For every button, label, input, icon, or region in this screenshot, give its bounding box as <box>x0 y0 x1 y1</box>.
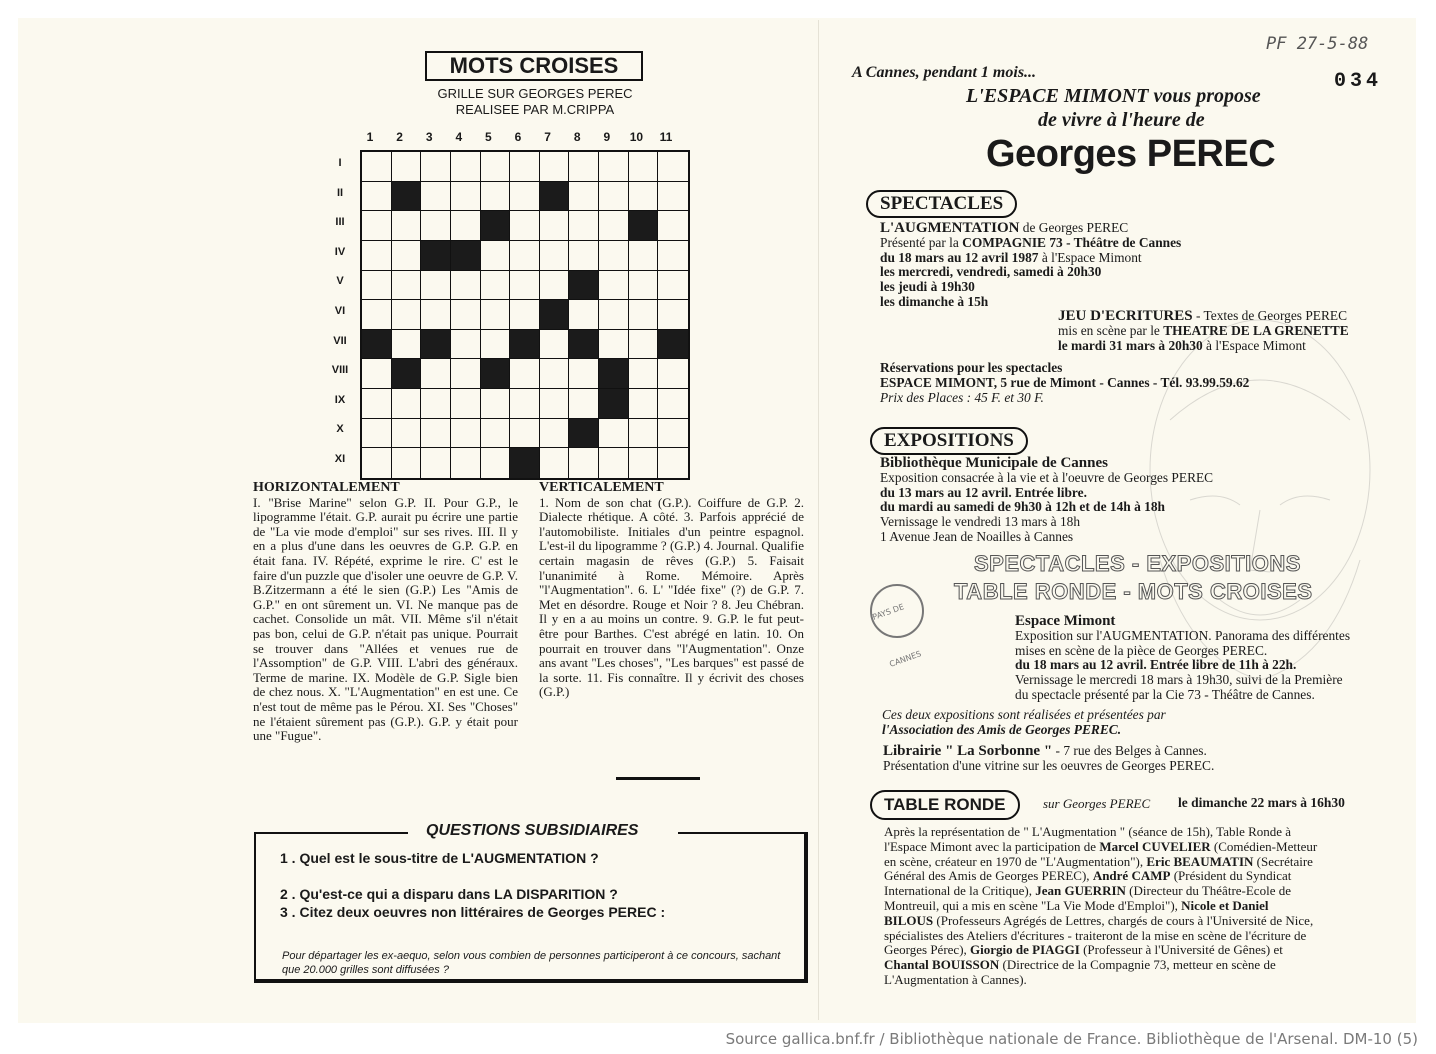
grid-cell-black[interactable] <box>362 330 392 360</box>
main-title: Georges PEREC <box>986 133 1276 175</box>
grid-cell[interactable] <box>421 182 451 212</box>
ticket-prices: Prix des Places : 45 F. et 30 F. <box>880 389 1044 405</box>
questions-title: QUESTIONS SUBSIDIAIRES <box>418 822 646 840</box>
grid-cell[interactable] <box>421 152 451 182</box>
grid-cell[interactable] <box>362 419 392 449</box>
jeu-date: le mardi 31 mars à 20h30 <box>1058 337 1203 353</box>
grid-cell[interactable] <box>481 448 511 478</box>
grid-cell-black[interactable] <box>629 211 659 241</box>
grid-cell[interactable] <box>629 419 659 449</box>
augmentation-schedule-1: les mercredi, vendredi, samedi à 20h30 <box>880 264 1102 280</box>
augmentation-dates: du 18 mars au 12 avril 1987 <box>880 249 1039 265</box>
grid-cell[interactable] <box>451 271 481 301</box>
grid-cell-black[interactable] <box>510 448 540 478</box>
row-label: II <box>336 186 344 199</box>
table-ronde-line <box>884 973 1317 988</box>
grid-cell[interactable] <box>362 300 392 330</box>
augmentation-schedule-3: les dimanche à 15h <box>880 293 989 309</box>
grid-cell[interactable] <box>540 241 570 271</box>
jeu-company: THEATRE DE LA GRENETTE <box>1163 322 1349 338</box>
grid-cell[interactable] <box>481 389 511 419</box>
grid-cell[interactable] <box>629 330 659 360</box>
grid-cell[interactable] <box>481 152 511 182</box>
grid-cell[interactable] <box>569 389 599 419</box>
spectacle-augmentation <box>880 221 1181 310</box>
grid-cell[interactable] <box>451 419 481 449</box>
grid-cell[interactable] <box>421 300 451 330</box>
grid-cell[interactable] <box>510 300 540 330</box>
jeu-director-prefix: mis en scène par le <box>1058 322 1164 338</box>
questions-box-top-left <box>254 832 408 834</box>
grid-cell[interactable] <box>362 359 392 389</box>
grid-cell[interactable] <box>481 419 511 449</box>
crossword-subtitle-1: GRILLE SUR GEORGES PEREC <box>437 86 633 101</box>
grid-cell-black[interactable] <box>569 419 599 449</box>
espace-mimont-premiere: du spectacle présenté par la Cie 73 - Théâtre de Cannes. <box>1015 686 1315 702</box>
espace-mimont-title: Espace Mimont <box>1015 613 1116 629</box>
grid-cell-black[interactable] <box>421 241 451 271</box>
table-ronde-label: TABLE RONDE <box>870 790 1020 820</box>
grid-cell[interactable] <box>421 389 451 419</box>
grid-cell-black[interactable] <box>481 211 511 241</box>
grid-cell[interactable] <box>599 330 629 360</box>
grid-cell[interactable] <box>451 300 481 330</box>
reservations <box>880 361 1249 405</box>
reservations-address: ESPACE MIMONT, 5 rue de Mimont - Cannes - Tél. 93.99.59.62 <box>880 374 1250 390</box>
grid-cell[interactable] <box>451 389 481 419</box>
grid-cell[interactable] <box>658 241 688 271</box>
grid-cell[interactable] <box>481 182 511 212</box>
column-label: 3 <box>425 130 433 144</box>
intro-line: A Cannes, pendant 1 mois... <box>852 64 1037 81</box>
row-label: V <box>336 275 344 288</box>
grid-cell[interactable] <box>510 241 540 271</box>
grid-cell[interactable] <box>362 182 392 212</box>
grid-cell[interactable] <box>599 241 629 271</box>
grid-cell[interactable] <box>392 241 422 271</box>
grid-cell[interactable] <box>540 419 570 449</box>
jeu-author: - Textes de Georges PEREC <box>1192 308 1348 323</box>
grid-cell[interactable] <box>421 448 451 478</box>
column-label: 5 <box>485 130 492 144</box>
table-ronde-segment: (Directrice de la Compagnie 73, metteur en scène de <box>999 957 1276 973</box>
spectacle-jeu-ecritures <box>1058 309 1349 353</box>
column-label: 9 <box>603 130 611 144</box>
grid-cell-black[interactable] <box>540 300 570 330</box>
table-ronde-line <box>884 825 1317 840</box>
column-label: 2 <box>396 130 403 144</box>
grid-cell[interactable] <box>451 448 481 478</box>
librairie-title: Librairie " La Sorbonne " <box>883 743 1053 759</box>
grid-cell[interactable] <box>510 389 540 419</box>
table-ronde-line <box>884 899 1317 914</box>
horizontal-clues-text: I. "Brise Marine" selon G.P. II. Pour G.P., le lipogramme l'était. G.P. aurait pu écrire une partie de "La vie mode d'emploi" sur ses rives. III. Il y en a plus d'une dans les oeuvres de G.P. G.P. en était fana. IV. Répété, exprime le rire. C' est le faire d'un puzzle que d'isoler une oeuvre de G.P. V. B.Zitzermann a été le sien (G.P.) Les "Amis de G.P." en ont sûrement un. VI. Ne manque pas de cachet. Consolide un mât. VII. Même s'il n'était pas bon, celui de G.P. n'était pas unique. Pourrait se trouver dans "Allées et venues rue de l'Assomption" de G.P. VIII. L'abri des généraux. Terme de marine. IX. Modèle de G.P. Sigle bien de chez nous. X. "L'Augmentation" en est une. Ce n'est tout de même pas le Pérou. XI. Ses "Choses" ne l'étaient sûrement pas (G.P.). G.P. y était pour une "Fugue". <box>253 494 518 744</box>
table-ronde-line <box>884 943 1317 958</box>
grid-cell[interactable] <box>540 271 570 301</box>
column-label: 8 <box>573 130 581 144</box>
grid-cell[interactable] <box>540 389 570 419</box>
grid-cell[interactable] <box>510 152 540 182</box>
grid-cell-black[interactable] <box>569 271 599 301</box>
grid-cell[interactable] <box>599 271 629 301</box>
table-ronde-segment: Georges Pérec), <box>884 942 971 958</box>
grid-cell[interactable] <box>569 211 599 241</box>
table-ronde-segment: l'Espace Mimont avec la participation de <box>884 838 1100 854</box>
fold-line <box>818 20 819 1020</box>
grid-cell-black[interactable] <box>599 359 629 389</box>
grid-cell-black[interactable] <box>392 182 422 212</box>
grid-cell[interactable] <box>629 448 659 478</box>
question-1: 1 . Quel est le sous-titre de L'AUGMENTATION ? <box>280 850 599 866</box>
table-ronde-segment: Général des Amis de Georges PEREC), <box>884 868 1093 884</box>
grid-cell[interactable] <box>451 330 481 360</box>
espace-mimont-vernissage: Vernissage le mercredi 18 mars à 19h30, suivi de la Première <box>1015 672 1343 688</box>
grid-cell[interactable] <box>629 241 659 271</box>
horizontal-clues <box>253 481 518 744</box>
column-label: 1 <box>366 130 374 144</box>
grid-cell[interactable] <box>451 211 481 241</box>
grid-cell-black[interactable] <box>421 330 451 360</box>
crossword-grid <box>360 150 690 480</box>
table-ronde-segment: (Président du Syndicat <box>1170 868 1292 884</box>
grid-cell[interactable] <box>481 241 511 271</box>
bibliotheque-hours: du mardi au samedi de 9h30 à 12h et de 14h à 18h <box>880 499 1165 515</box>
librairie-address: - 7 rue des Belges à Cannes. <box>1052 743 1207 758</box>
grid-cell[interactable] <box>599 300 629 330</box>
divider-rule <box>616 777 700 780</box>
grid-cell[interactable] <box>569 300 599 330</box>
grid-cell[interactable] <box>658 271 688 301</box>
vertical-clues-text: 1. Nom de son chat (G.P.). Coiffure de G.P. 2. Dialecte rhétique. A côté. 3. Parfois apprécié de l'automobiliste. Initiales d'un peintre espagnol. L'est-il du lipogramme ? (G.P.) 4. Journal. Qualifie certain magasin de rêves (G.P.) 5. Faisait l'unanimité à Rome. Mémoire. Après "l'Augmentation". 6. L' "Idée fixe" (?) de G.P. 7. Met en désordre. Rouge et Noir ? 8. Jeu Chébran. Il y en a au moins un contre. 9. G.P. le fut peut-être pour Barthes. C'est abrégé en latin. 10. On pourrait en trouver dans "l'Augmentation". Onze ans avant "Les choses", "Les barques" est passé de la sorte. 11. Fis connaître. Il y écrivit des choses (G.P.) <box>539 494 804 700</box>
table-ronde-segment: Après la représentation de " L'Augmentation " (séance de 15h), Table Ronde à <box>884 824 1292 839</box>
augmentation-schedule-2: les jeudi à 19h30 <box>880 279 975 295</box>
row-label: XI <box>334 453 346 465</box>
question-2: 2 . Qu'est-ce qui a disparu dans LA DISPARITION ? <box>280 886 618 902</box>
augmentation-title: L'AUGMENTATION <box>880 220 1020 236</box>
table-ronde-date: le dimanche 22 mars à 16h30 <box>1178 795 1345 810</box>
participant-name: Jean GUERRIN <box>1035 883 1126 899</box>
participant-name: Marcel CUVELIER <box>1099 838 1211 854</box>
espace-mimont-desc-1: Exposition sur l'AUGMENTATION. Panorama des différentes <box>1015 627 1351 643</box>
column-label: 4 <box>455 130 463 144</box>
crossword-title: MOTS CROISES <box>425 51 643 81</box>
jeu-title: JEU D'ECRITURES <box>1058 308 1193 324</box>
question-3: 3 . Citez deux oeuvres non littéraires de Georges PEREC : <box>280 904 666 920</box>
grid-cell[interactable] <box>540 152 570 182</box>
grid-cell[interactable] <box>569 182 599 212</box>
grid-cell[interactable] <box>510 271 540 301</box>
bibliotheque-vernissage: Vernissage le vendredi 13 mars à 18h <box>880 514 1081 530</box>
grid-cell[interactable] <box>362 211 392 241</box>
grid-cell[interactable] <box>599 182 629 212</box>
grid-cell-black[interactable] <box>481 359 511 389</box>
outline-banner-1: SPECTACLES - EXPOSITIONS <box>974 551 1301 576</box>
grid-cell[interactable] <box>362 241 392 271</box>
outline-banner-2: TABLE RONDE - MOTS CROISES <box>954 579 1313 604</box>
document-number: 034 <box>1334 70 1383 93</box>
table-ronde-line <box>884 929 1317 944</box>
grid-cell[interactable] <box>540 448 570 478</box>
librairie-desc: Présentation d'une vitrine sur les oeuvres de Georges PEREC. <box>883 757 1215 773</box>
participant-name: Giorgio de PIAGGI <box>970 942 1080 958</box>
grid-cell[interactable] <box>629 182 659 212</box>
grid-cell[interactable] <box>629 389 659 419</box>
column-label: 11 <box>659 130 673 144</box>
grid-cell[interactable] <box>481 330 511 360</box>
table-ronde-line <box>884 869 1317 884</box>
grid-cell[interactable] <box>421 271 451 301</box>
handwritten-annotation: PF 27-5-88 <box>1266 34 1369 54</box>
column-label: 10 <box>629 130 644 144</box>
grid-cell[interactable] <box>451 182 481 212</box>
grid-cell[interactable] <box>629 271 659 301</box>
grid-cell[interactable] <box>392 389 422 419</box>
table-ronde-line <box>884 840 1317 855</box>
espace-mimont-desc-2: mises en scène de la pièce de Georges PEREC. <box>1015 642 1268 658</box>
grid-cell[interactable] <box>510 211 540 241</box>
source-footer: Source gallica.bnf.fr / Bibliothèque nationale de France. Bibliothèque de l'Arsenal. DM-10 (5) <box>725 1030 1418 1048</box>
bibliotheque-desc: Exposition consacrée à la vie et à l'oeuvre de Georges PEREC <box>880 469 1214 485</box>
grid-cell[interactable] <box>362 152 392 182</box>
participant-name: André CAMP <box>1092 868 1171 884</box>
jeu-venue: à l'Espace Mimont <box>1202 337 1306 353</box>
table-ronde-text <box>884 825 1317 988</box>
row-label: VI <box>334 305 346 317</box>
table-ronde-segment: International de la Critique), <box>884 883 1036 899</box>
tiebreak-note: Pour départager les ex-aequo, selon vous combien de personnes participeront à ce concours, sachant que 20.000 grilles sont diffusées ? <box>282 950 781 976</box>
grid-cell[interactable] <box>569 152 599 182</box>
intro-line-3: de vivre à l'heure de <box>1038 109 1205 131</box>
association-line-2: l'Association des Amis de Georges PEREC. <box>882 721 1122 737</box>
augmentation-author: de Georges PEREC <box>1019 220 1129 235</box>
row-label: IX <box>334 393 346 406</box>
column-label: 6 <box>514 130 522 144</box>
row-label: VIII <box>331 364 349 377</box>
spectacles-label: SPECTACLES <box>866 190 1017 218</box>
participant-name: Chantal BOUISSON <box>884 957 1000 973</box>
grid-cell[interactable] <box>362 389 392 419</box>
grid-cell[interactable] <box>540 359 570 389</box>
table-ronde-segment: (Professeur à l'Université de Gênes) et <box>1079 942 1283 958</box>
row-label: X <box>336 423 344 436</box>
augmentation-venue: à l'Espace Mimont <box>1038 249 1142 265</box>
grid-cell-black[interactable] <box>569 330 599 360</box>
table-ronde-segment: Montreuil, qui a mis en scène "La Vie Mode d'Emploi"), <box>884 897 1182 913</box>
vertical-clues-heading: VERTICALEMENT <box>539 480 664 495</box>
participant-name: Nicole et Daniel <box>1181 897 1269 913</box>
grid-cell[interactable] <box>421 359 451 389</box>
librairie-sorbonne <box>883 744 1214 774</box>
grid-cell[interactable] <box>540 211 570 241</box>
participant-name: BILOUS <box>884 912 934 928</box>
reservations-heading: Réservations pour les spectacles <box>880 360 1063 375</box>
grid-cell[interactable] <box>451 359 481 389</box>
grid-cell[interactable] <box>658 359 688 389</box>
exposition-bibliotheque <box>880 456 1213 545</box>
grid-cell-black[interactable] <box>599 389 629 419</box>
grid-cell[interactable] <box>392 330 422 360</box>
grid-cell[interactable] <box>392 152 422 182</box>
grid-cell[interactable] <box>658 182 688 212</box>
row-label: III <box>335 216 345 229</box>
grid-cell[interactable] <box>658 389 688 419</box>
stamp-text: PAYS DE CANNES <box>871 602 923 669</box>
grid-cell[interactable] <box>510 182 540 212</box>
table-ronde-segment: spécialistes des Ateliers d'écritures - traiteront de la mise en scène de l'écriture de <box>884 927 1307 943</box>
table-ronde-segment: (Professeurs Agrégés de Lettres, chargés de cours à l'Université de Nice, <box>933 912 1314 928</box>
grid-cell[interactable] <box>599 211 629 241</box>
grid-cell[interactable] <box>421 211 451 241</box>
association-credit <box>882 708 1166 738</box>
row-label: IV <box>334 245 346 258</box>
grid-cell[interactable] <box>658 211 688 241</box>
table-ronde-line <box>884 914 1317 929</box>
grid-cell[interactable] <box>540 330 570 360</box>
grid-cell[interactable] <box>421 419 451 449</box>
table-ronde-segment: (Directeur du Théâtre-Ecole de <box>1125 883 1291 899</box>
grid-cell[interactable] <box>658 419 688 449</box>
table-ronde-segment: L'Augmentation à Cannes). <box>884 971 1027 987</box>
grid-cell-black[interactable] <box>540 182 570 212</box>
association-line-1: Ces deux expositions sont réalisées et présentées par <box>882 707 1166 722</box>
table-ronde-segment: (Secrétaire <box>1253 853 1313 869</box>
column-label: 7 <box>544 130 551 144</box>
grid-cell[interactable] <box>392 419 422 449</box>
table-ronde-line <box>884 884 1317 899</box>
grid-cell-black[interactable] <box>658 330 688 360</box>
expositions-label: EXPOSITIONS <box>870 427 1028 455</box>
intro-line-2: L'ESPACE MIMONT vous propose <box>966 85 1261 107</box>
grid-cell[interactable] <box>658 152 688 182</box>
grid-cell[interactable] <box>451 152 481 182</box>
table-ronde-line <box>884 958 1317 973</box>
grid-cell[interactable] <box>392 448 422 478</box>
row-label: VII <box>333 334 347 347</box>
grid-cell[interactable] <box>658 300 688 330</box>
augmentation-company: COMPAGNIE 73 - Théâtre de Cannes <box>962 234 1182 250</box>
grid-cell[interactable] <box>629 152 659 182</box>
grid-cell[interactable] <box>481 300 511 330</box>
exposition-espace-mimont <box>1015 614 1350 703</box>
augmentation-company-prefix: Présenté par la <box>880 234 963 250</box>
grid-cell[interactable] <box>629 359 659 389</box>
postal-stamp <box>870 584 924 669</box>
grid-cell[interactable] <box>392 211 422 241</box>
vertical-clues <box>539 481 804 700</box>
grid-cell[interactable] <box>599 419 629 449</box>
grid-cell[interactable] <box>569 448 599 478</box>
grid-cell[interactable] <box>362 448 392 478</box>
grid-cell-black[interactable] <box>510 330 540 360</box>
table-ronde-segment: en scène, créateur en 1970 de "L'Augmentation"), <box>884 853 1147 869</box>
grid-cell[interactable] <box>481 271 511 301</box>
table-ronde-segment: (Comédien-Metteur <box>1210 838 1318 854</box>
grid-cell-black[interactable] <box>392 359 422 389</box>
grid-cell[interactable] <box>629 300 659 330</box>
table-ronde-subject: sur Georges PEREC <box>1043 796 1151 811</box>
table-ronde-line <box>884 855 1317 870</box>
grid-cell[interactable] <box>392 300 422 330</box>
bibliotheque-title: Bibliothèque Municipale de Cannes <box>880 455 1108 471</box>
grid-cell[interactable] <box>569 241 599 271</box>
row-label: I <box>338 157 342 169</box>
espace-mimont-dates: du 18 mars au 12 avril. Entrée libre de 11h à 22h. <box>1015 657 1297 673</box>
grid-cell[interactable] <box>599 152 629 182</box>
grid-cell[interactable] <box>599 448 629 478</box>
crossword-subtitle-2: REALISEE PAR M.CRIPPA <box>455 102 615 117</box>
horizontal-clues-heading: HORIZONTALEMENT <box>253 480 400 495</box>
questions-box-top-right <box>678 832 808 834</box>
grid-cell[interactable] <box>569 359 599 389</box>
participant-name: Eric BEAUMATIN <box>1146 853 1254 869</box>
grid-cell-black[interactable] <box>451 241 481 271</box>
grid-cell[interactable] <box>362 271 392 301</box>
grid-cell[interactable] <box>392 271 422 301</box>
grid-cell[interactable] <box>658 448 688 478</box>
grid-cell[interactable] <box>510 419 540 449</box>
bibliotheque-address: 1 Avenue Jean de Noailles à Cannes <box>880 528 1074 544</box>
grid-cell[interactable] <box>510 359 540 389</box>
bibliotheque-dates: du 13 mars au 12 avril. Entrée libre. <box>880 484 1087 500</box>
